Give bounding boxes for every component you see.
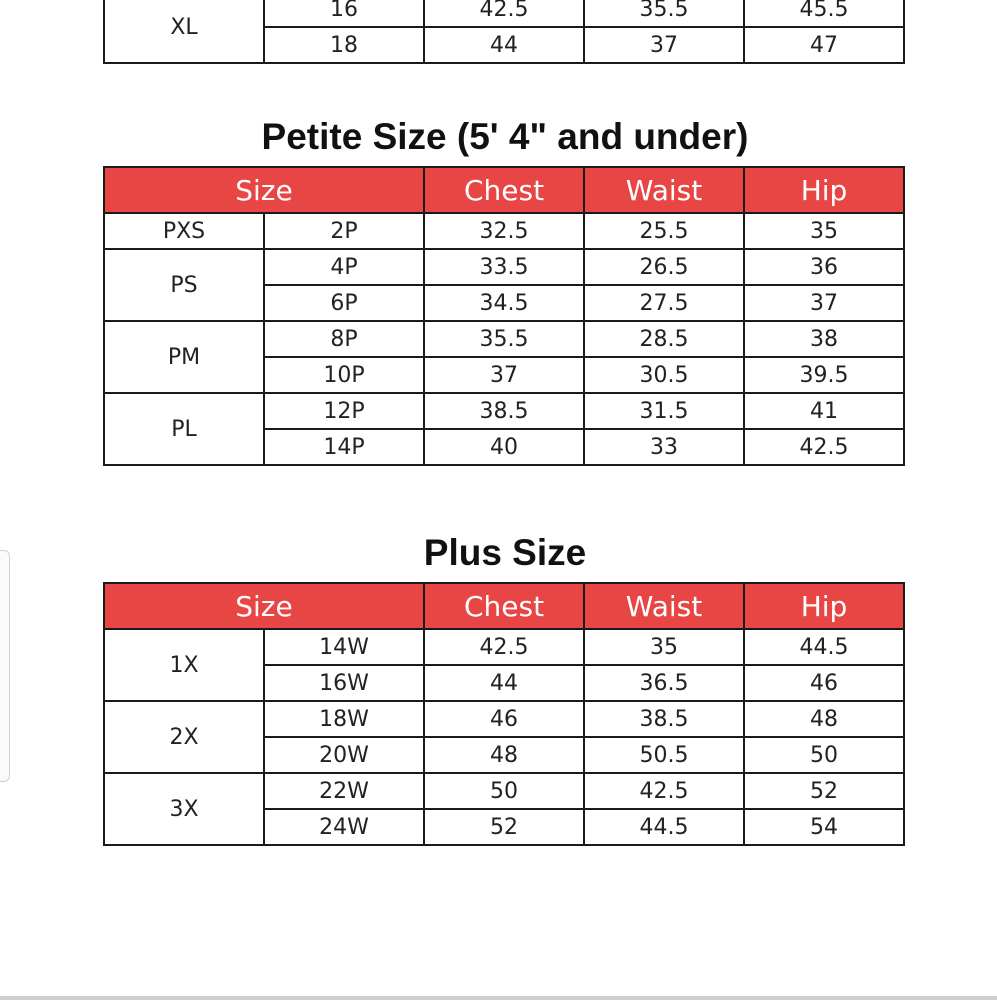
petite-section-title: Petite Size (5' 4" and under) [261, 116, 749, 157]
bottom-divider [0, 996, 997, 1000]
chest-cell: 44 [424, 665, 584, 701]
waist-cell: 26.5 [584, 249, 744, 285]
table-row [104, 701, 904, 737]
table-row [104, 393, 904, 429]
chest-cell: 35.5 [424, 321, 584, 357]
size-cell: 4P [264, 249, 424, 285]
chest-cell: 50 [424, 773, 584, 809]
waist-cell: 25.5 [584, 213, 744, 249]
hip-cell: 47 [744, 27, 904, 63]
waist-cell: 50.5 [584, 737, 744, 773]
chest-cell: 34.5 [424, 285, 584, 321]
chest-cell: 40 [424, 429, 584, 465]
waist-cell: 37 [584, 27, 744, 63]
hip-cell: 36 [744, 249, 904, 285]
size-cell: 18 [264, 27, 424, 63]
size-group-cell: 2X [104, 701, 264, 773]
header-hip: Hip [744, 167, 904, 213]
waist-cell: 44.5 [584, 809, 744, 845]
hip-cell: 46 [744, 665, 904, 701]
chest-cell: 52 [424, 809, 584, 845]
size-cell: 12P [264, 393, 424, 429]
size-cell: 8P [264, 321, 424, 357]
hip-cell: 39.5 [744, 357, 904, 393]
waist-cell: 35 [584, 629, 744, 665]
table-row [104, 629, 904, 665]
table-row [104, 773, 904, 809]
hip-cell: 45.5 [744, 0, 904, 27]
header-hip: Hip [744, 583, 904, 629]
header-chest: Chest [424, 167, 584, 213]
hip-cell: 42.5 [744, 429, 904, 465]
size-cell: 18W [264, 701, 424, 737]
table-row [104, 249, 904, 285]
chest-cell: 32.5 [424, 213, 584, 249]
header-waist: Waist [584, 583, 744, 629]
waist-cell: 42.5 [584, 773, 744, 809]
table-row [104, 213, 904, 249]
waist-cell: 36.5 [584, 665, 744, 701]
chest-cell: 46 [424, 701, 584, 737]
side-panel-handle[interactable] [0, 550, 10, 782]
petite-size-table [103, 166, 905, 466]
header-chest: Chest [424, 583, 584, 629]
chest-cell: 48 [424, 737, 584, 773]
hip-cell: 54 [744, 809, 904, 845]
waist-cell: 27.5 [584, 285, 744, 321]
hip-cell: 37 [744, 285, 904, 321]
chest-cell: 37 [424, 357, 584, 393]
size-cell: 14W [264, 629, 424, 665]
chest-cell: 42.5 [424, 0, 584, 27]
plus-size-table [103, 582, 905, 846]
size-cell: 2P [264, 213, 424, 249]
waist-cell: 35.5 [584, 0, 744, 27]
size-cell: 16 [264, 0, 424, 27]
header-size: Size [104, 583, 424, 629]
waist-cell: 30.5 [584, 357, 744, 393]
size-group-cell: PXS [104, 213, 264, 249]
waist-cell: 28.5 [584, 321, 744, 357]
chest-cell: 38.5 [424, 393, 584, 429]
size-cell: 24W [264, 809, 424, 845]
size-cell: 20W [264, 737, 424, 773]
size-group-cell: PL [104, 393, 264, 465]
chest-cell: 44 [424, 27, 584, 63]
chest-cell: 33.5 [424, 249, 584, 285]
header-size: Size [104, 167, 424, 213]
hip-cell: 52 [744, 773, 904, 809]
size-group-cell: PM [104, 321, 264, 393]
standard-size-table-fragment [103, 0, 905, 64]
table-header-row [104, 167, 904, 213]
hip-cell: 50 [744, 737, 904, 773]
hip-cell: 41 [744, 393, 904, 429]
size-cell: 22W [264, 773, 424, 809]
size-group-cell: 1X [104, 629, 264, 701]
waist-cell: 38.5 [584, 701, 744, 737]
waist-cell: 33 [584, 429, 744, 465]
size-cell: 14P [264, 429, 424, 465]
size-group-cell: XL [104, 0, 264, 63]
hip-cell: 48 [744, 701, 904, 737]
size-group-cell: 3X [104, 773, 264, 845]
hip-cell: 35 [744, 213, 904, 249]
table-row [104, 0, 904, 27]
hip-cell: 44.5 [744, 629, 904, 665]
plus-section-title: Plus Size [423, 532, 587, 573]
table-header-row [104, 583, 904, 629]
size-cell: 10P [264, 357, 424, 393]
size-cell: 6P [264, 285, 424, 321]
header-waist: Waist [584, 167, 744, 213]
hip-cell: 38 [744, 321, 904, 357]
size-cell: 16W [264, 665, 424, 701]
table-row [104, 321, 904, 357]
chest-cell: 42.5 [424, 629, 584, 665]
size-group-cell: PS [104, 249, 264, 321]
waist-cell: 31.5 [584, 393, 744, 429]
